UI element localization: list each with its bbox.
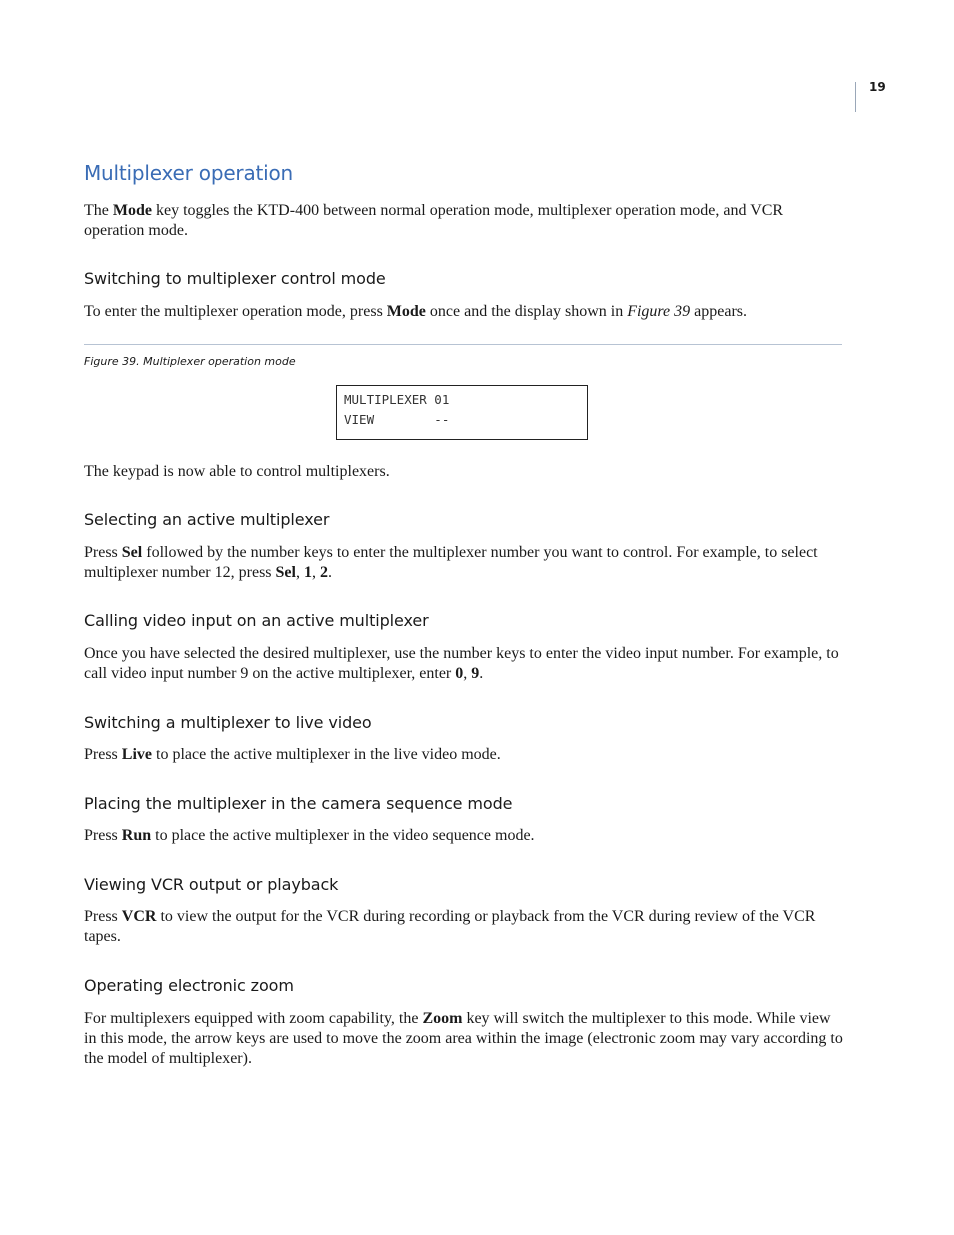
heading-live: Switching a multiplexer to live video <box>84 713 372 732</box>
section-title: Multiplexer operation <box>84 161 294 185</box>
selecting-paragraph: Press Sel followed by the number keys to enter the multiplexer number you want to control. For example, to select multiplexer number 12, press Sel, 1, 2. <box>84 544 818 581</box>
lcd-display <box>336 385 588 440</box>
live-paragraph: Press Live to place the active multiplexer in the live video mode. <box>84 746 501 763</box>
vcr-paragraph: Press VCR to view the output for the VCR during recording or playback from the VCR during review of the VCR tapes. <box>84 908 816 945</box>
heading-vcr: Viewing VCR output or playback <box>84 875 339 894</box>
figure-divider <box>84 344 842 345</box>
page-number-rule <box>855 82 856 112</box>
intro-paragraph: The Mode key toggles the KTD-400 between normal operation mode, multiplexer operation mode, and VCR operation mode. <box>84 202 784 239</box>
figure-caption: Figure 39. Multiplexer operation mode <box>84 355 296 368</box>
sequence-paragraph: Press Run to place the active multiplexer in the video sequence mode. <box>84 827 535 844</box>
heading-switching-mode: Switching to multiplexer control mode <box>84 269 386 288</box>
zoom-paragraph: For multiplexers equipped with zoom capability, the Zoom key will switch the multiplexer to this mode. While view in this mode, the arrow keys are used to move the zoom area within the image (electronic zoom may vary according to the model of multiplexer). <box>84 1010 843 1067</box>
heading-calling: Calling video input on an active multiplexer <box>84 611 429 630</box>
calling-paragraph: Once you have selected the desired multiplexer, use the number keys to enter the video input number. For example, to call video input number 9 on the active multiplexer, enter 0, 9. <box>84 645 839 682</box>
heading-zoom: Operating electronic zoom <box>84 976 294 995</box>
switching-paragraph: To enter the multiplexer operation mode, press Mode once and the display shown in Figure 39 appears. <box>84 303 748 320</box>
heading-selecting: Selecting an active multiplexer <box>84 510 330 529</box>
lcd-line-2: VIEW -- <box>344 412 450 427</box>
keypad-paragraph: The keypad is now able to control multiplexers. <box>84 463 390 480</box>
page-number: 19 <box>869 80 886 94</box>
heading-sequence: Placing the multiplexer in the camera sequence mode <box>84 794 513 813</box>
lcd-line-1: MULTIPLEXER 01 <box>344 392 450 407</box>
